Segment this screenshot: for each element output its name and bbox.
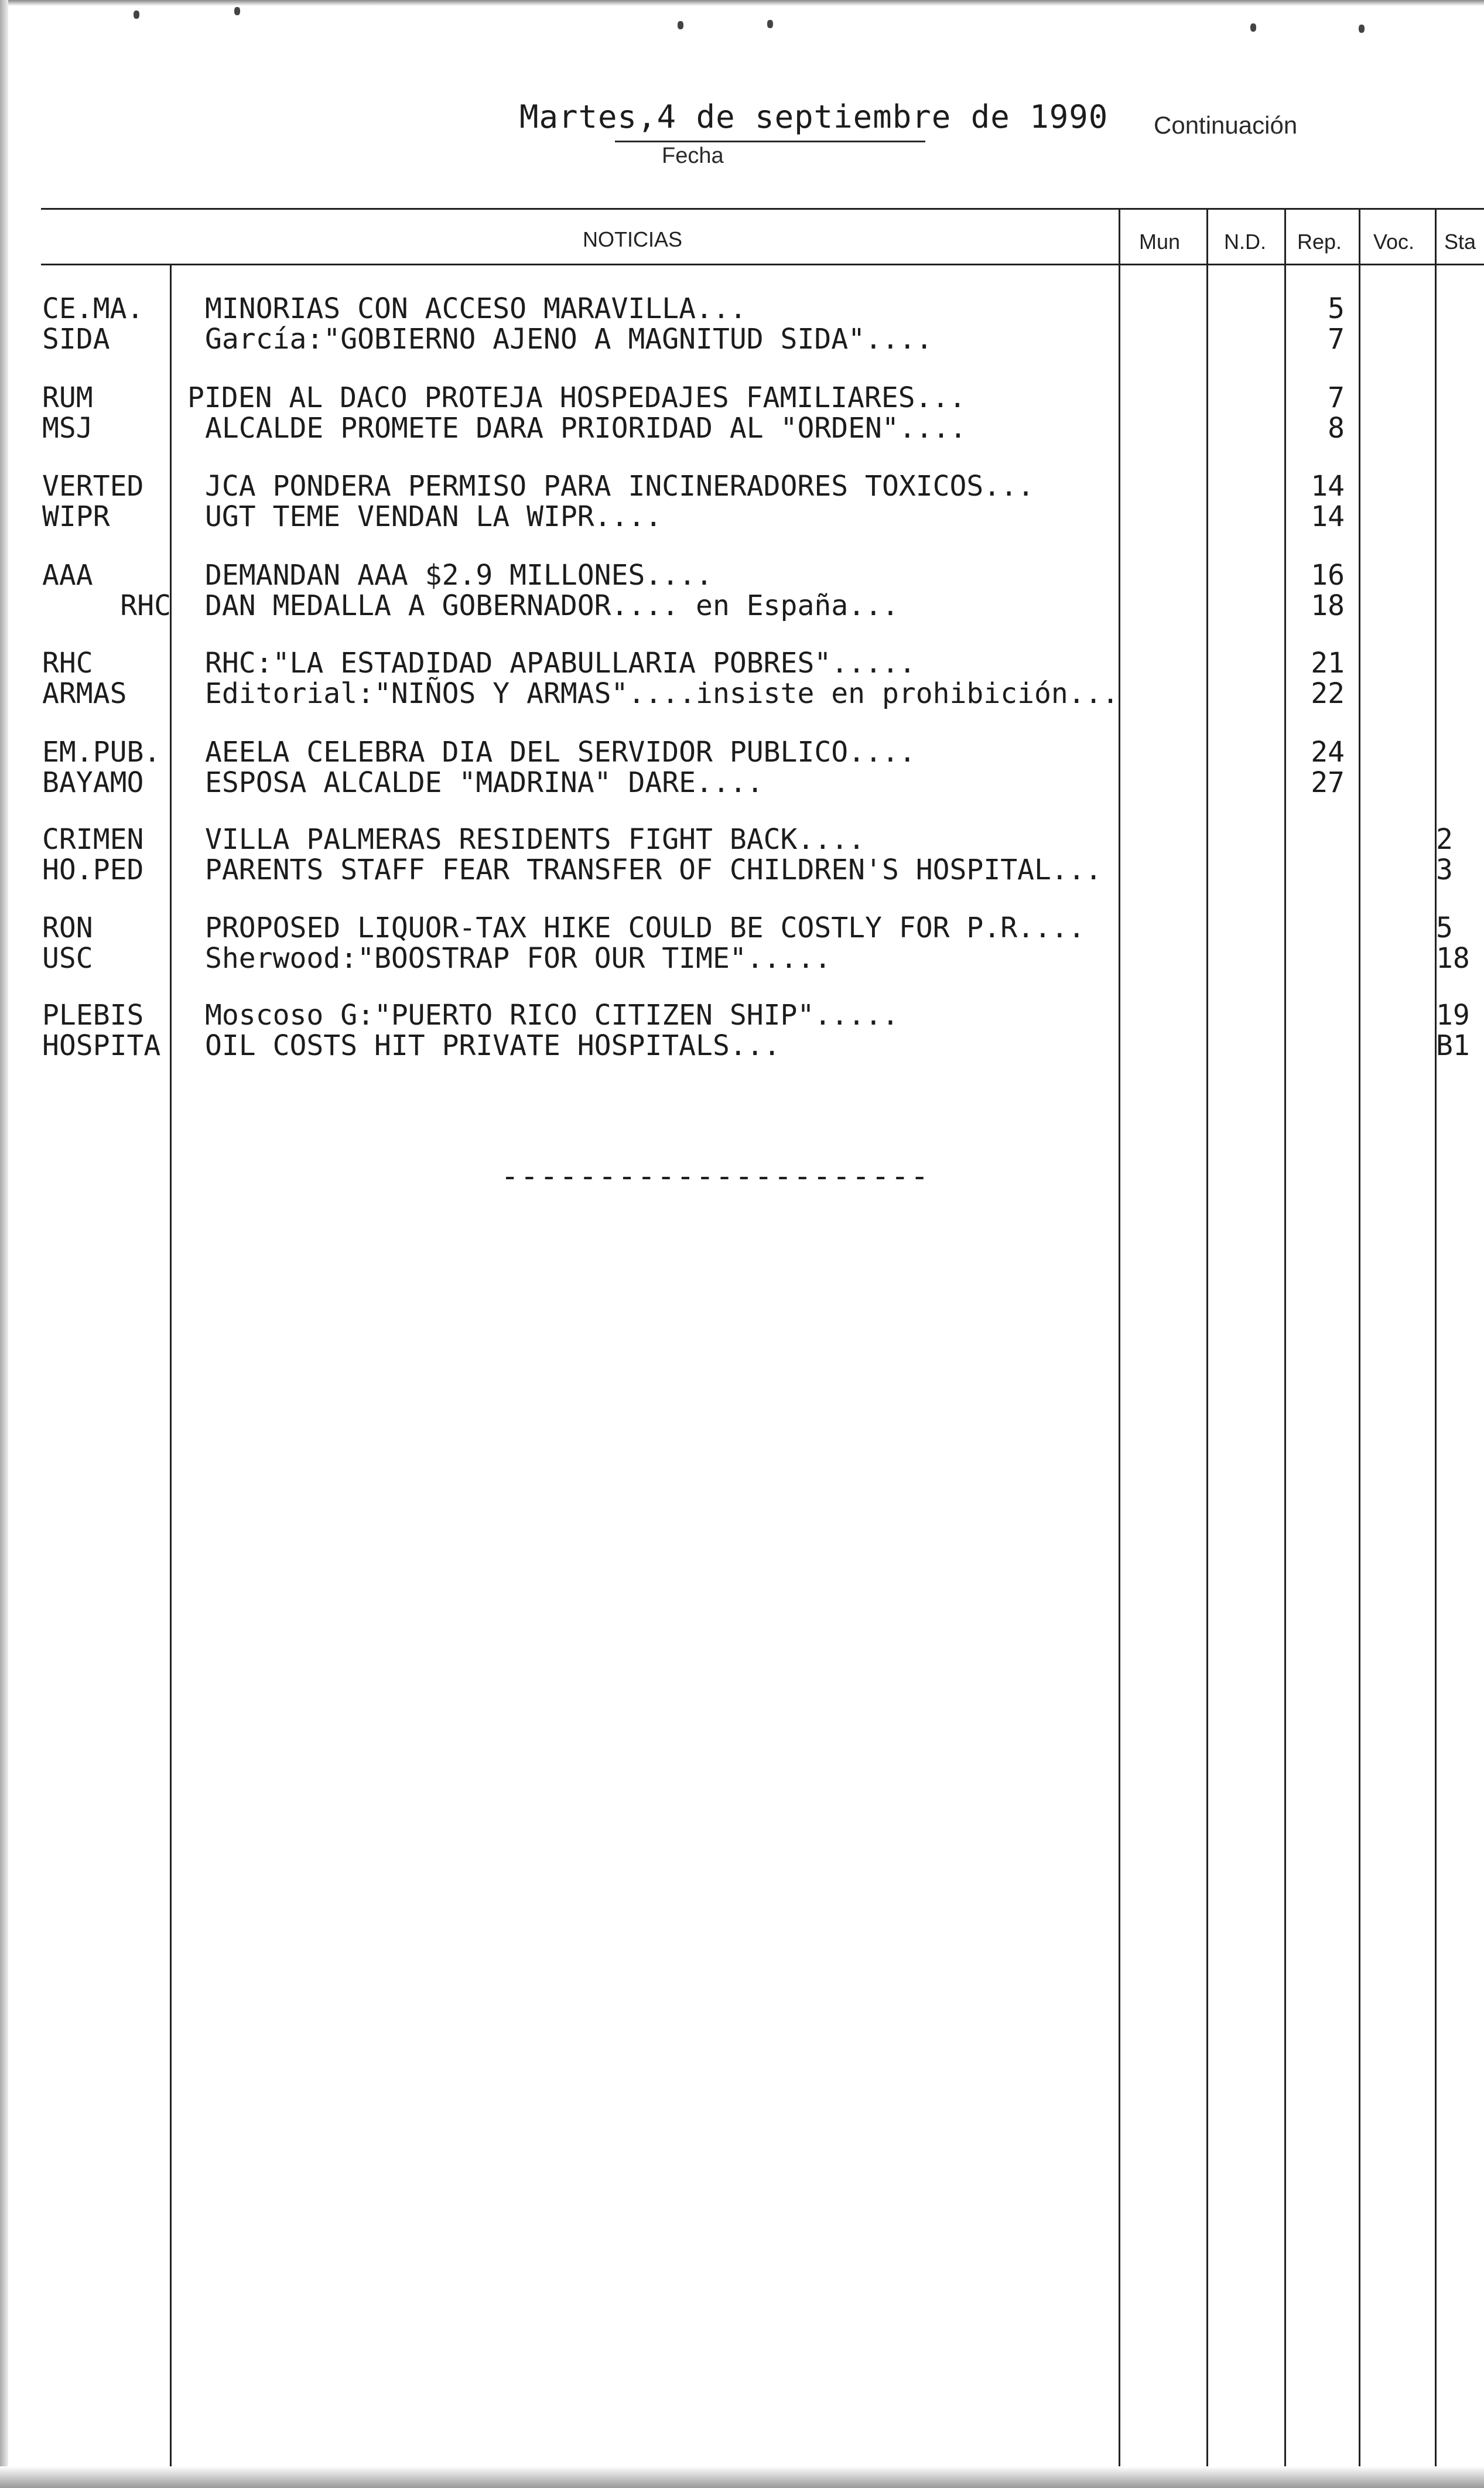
scan-speck [1359, 25, 1365, 33]
row-code: USC [42, 942, 93, 975]
row-headline: PROPOSED LIQUOR-TAX HIKE COULD BE COSTLY FOR P.R.... [205, 912, 1085, 944]
scan-top-edge [0, 0, 1484, 6]
scan-left-edge [0, 0, 8, 2488]
continuation-label: Continuación [1154, 111, 1298, 139]
row-sta-page: B1 [1436, 1029, 1470, 1062]
column-header-noticias: NOTICIAS [583, 227, 683, 251]
row-sta-page: 19 [1436, 999, 1470, 1032]
row-sta-page: 5 [1436, 912, 1453, 944]
row-headline: JCA PONDERA PERMISO PARA INCINERADORES TOXICOS... [205, 470, 1035, 503]
column-divider-mun [1119, 208, 1120, 2466]
column-header-nd: N.D. [1224, 230, 1266, 254]
row-sta-page: 18 [1436, 942, 1470, 975]
column-header-sta: Sta [1444, 230, 1476, 254]
row-code: BAYAMO [42, 766, 144, 799]
row-code: RHC [42, 647, 93, 680]
row-code: AAA [42, 559, 93, 592]
row-headline: Editorial:"NIÑOS Y ARMAS"....insiste en prohibición... [205, 677, 1119, 710]
row-voc-page: 7 [1328, 381, 1345, 414]
row-code: HO.PED [42, 854, 144, 886]
scan-speck [767, 20, 773, 28]
row-headline: ESPOSA ALCALDE "MADRINA" DARE.... [205, 766, 764, 799]
scan-speck [234, 7, 240, 15]
row-headline: Moscoso G:"PUERTO RICO CITIZEN SHIP"..... [205, 999, 899, 1032]
row-sta-page: 2 [1436, 823, 1453, 856]
column-header-voc: Voc. [1373, 230, 1415, 254]
row-sta-page: 3 [1436, 854, 1453, 886]
row-voc-page: 8 [1328, 412, 1345, 445]
table-header-rule [41, 264, 1484, 265]
row-code: MSJ [42, 412, 93, 445]
row-voc-page: 7 [1328, 323, 1345, 356]
row-voc-page: 14 [1311, 500, 1345, 533]
row-voc-page: 14 [1311, 470, 1345, 503]
row-code: CRIMEN [42, 823, 144, 856]
scan-speck [678, 21, 683, 29]
row-code: PLEBIS [42, 999, 144, 1032]
row-headline: ALCALDE PROMETE DARA PRIORIDAD AL "ORDEN".... [205, 412, 967, 445]
row-code: SIDA [42, 323, 110, 356]
row-voc-page: 16 [1311, 559, 1345, 592]
row-headline: OIL COSTS HIT PRIVATE HOSPITALS... [205, 1029, 781, 1062]
row-voc-page: 5 [1328, 292, 1345, 325]
row-code: RUM [42, 381, 93, 414]
row-voc-page: 22 [1311, 677, 1345, 710]
column-header-mun: Mun [1139, 230, 1181, 254]
row-code: CE.MA. [42, 292, 144, 325]
row-code: VERTED [42, 470, 144, 503]
row-headline: MINORIAS CON ACCESO MARAVILLA... [205, 292, 747, 325]
row-headline: AEELA CELEBRA DIA DEL SERVIDOR PUBLICO.... [205, 736, 916, 769]
column-divider-rep [1284, 208, 1286, 2466]
scan-speck [1250, 23, 1256, 32]
row-voc-page: 18 [1311, 589, 1345, 622]
row-voc-page: 27 [1311, 766, 1345, 799]
row-headline: PARENTS STAFF FEAR TRANSFER OF CHILDREN'S HOSPITAL... [205, 854, 1102, 886]
row-headline: DAN MEDALLA A GOBERNADOR.... en España... [205, 589, 899, 622]
report-date: Martes,4 de septiembre de 1990 [519, 98, 1109, 135]
table-top-rule [41, 208, 1484, 210]
row-headline: Sherwood:"BOOSTRAP FOR OUR TIME"..... [205, 942, 832, 975]
row-headline: PIDEN AL DACO PROTEJA HOSPEDAJES FAMILIARES... [187, 381, 966, 414]
row-voc-page: 24 [1311, 736, 1345, 769]
date-underline [615, 141, 925, 142]
row-code: EM.PUB. [42, 736, 161, 769]
row-headline: DEMANDAN AAA $2.9 MILLONES.... [205, 559, 713, 592]
column-divider-sta [1435, 208, 1437, 2466]
row-headline: VILLA PALMERAS RESIDENTS FIGHT BACK.... [205, 823, 866, 856]
row-code: ARMAS [42, 677, 127, 710]
row-code: RON [42, 912, 93, 944]
date-label: Fecha [662, 144, 724, 168]
scan-bottom-edge [0, 2466, 1484, 2488]
row-code: RHC [120, 589, 171, 622]
row-code: HOSPITA [42, 1029, 161, 1062]
scan-speck [134, 11, 139, 19]
row-headline: UGT TEME VENDAN LA WIPR.... [205, 500, 662, 533]
end-of-list-marker: ---------------------- [501, 1159, 930, 1194]
column-divider-nd [1206, 208, 1208, 2466]
row-code: WIPR [42, 500, 110, 533]
row-voc-page: 21 [1311, 647, 1345, 680]
row-headline: RHC:"LA ESTADIDAD APABULLARIA POBRES"..... [205, 647, 916, 680]
row-headline: García:"GOBIERNO AJENO A MAGNITUD SIDA".... [205, 323, 933, 356]
column-header-rep: Rep. [1297, 230, 1342, 254]
column-divider-voc [1359, 208, 1360, 2466]
